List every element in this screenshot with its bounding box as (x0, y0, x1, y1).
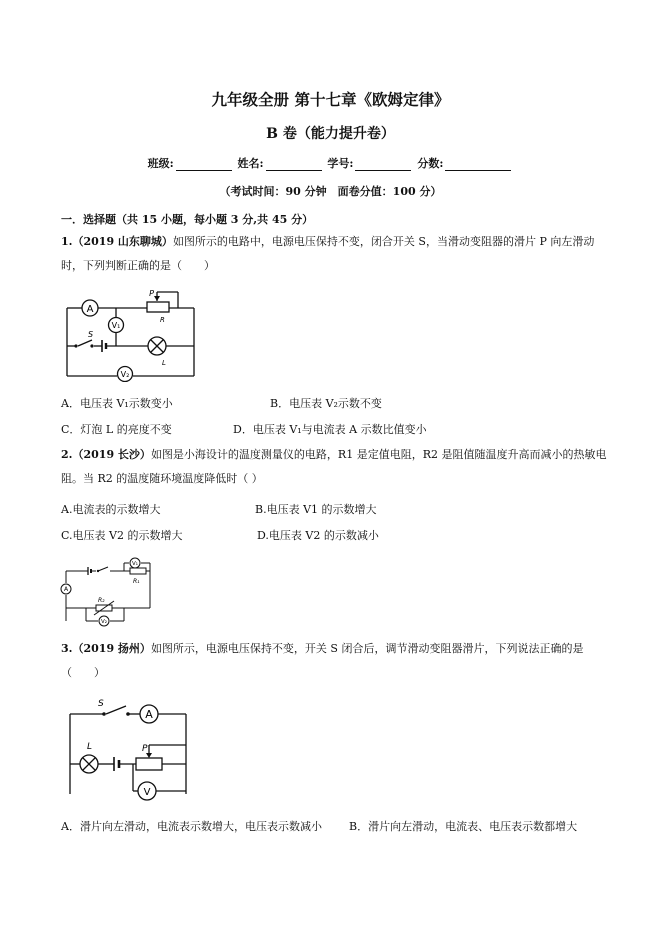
svg-text:L: L (162, 359, 166, 367)
svg-text:R₁: R₁ (133, 578, 140, 585)
svg-text:V₂: V₂ (120, 370, 130, 379)
q1-circuit-diagram (62, 286, 202, 382)
q1-option-a[interactable]: A．电压表 V₁示数变小 (61, 397, 173, 410)
q1-option-d[interactable]: D．电压表 V₁与电流表 A 示数比值变小 (233, 423, 427, 436)
q2-r1-icon (130, 568, 146, 574)
q3-source: （2019 扬州） (72, 642, 151, 655)
score-label: 分数: (417, 157, 444, 170)
q2-source: （2019 长沙） (72, 448, 151, 461)
name-blank[interactable] (266, 159, 322, 171)
q3-circuit-diagram (62, 696, 197, 806)
q1-source: （2019 山东聊城） (72, 235, 173, 248)
svg-text:R: R (160, 316, 165, 324)
q2-option-c[interactable]: C.电压表 V2 的示数增大 (61, 529, 183, 542)
svg-text:P: P (142, 744, 148, 754)
svg-text:P: P (149, 289, 154, 298)
class-blank[interactable] (176, 159, 232, 171)
class-label: 班级: (147, 157, 174, 170)
student-info (0, 155, 661, 171)
name-label: 姓名: (237, 157, 264, 170)
q1-option-c[interactable]: C．灯泡 L 的亮度不变 (61, 423, 172, 436)
page-subtitle: B 卷（能力提升卷） (266, 126, 395, 142)
svg-text:A: A (63, 586, 69, 593)
q2-option-d[interactable]: D.电压表 V2 的示数减小 (257, 529, 379, 542)
q3-number: 3. (61, 642, 73, 655)
exam-time-score: （考试时间：90 分钟 面卷分值：100 分） (219, 185, 442, 198)
id-label: 学号: (327, 157, 354, 170)
q3-rheostat-icon (136, 758, 162, 770)
svg-text:L: L (87, 742, 93, 752)
id-blank[interactable] (355, 159, 411, 171)
q1-rheostat-icon (147, 302, 169, 312)
q3-switch-icon (106, 706, 126, 714)
svg-text:V₂: V₂ (101, 619, 107, 625)
question-2 (61, 443, 607, 491)
question-1 (61, 230, 607, 278)
q2-option-b[interactable]: B.电压表 V1 的示数增大 (255, 503, 377, 516)
q2-circuit-diagram (58, 553, 158, 629)
q1-switch-icon (78, 340, 92, 346)
svg-text:S: S (88, 330, 94, 339)
svg-text:A: A (145, 708, 153, 721)
question-3 (61, 637, 607, 685)
q2-number: 2. (61, 448, 73, 461)
score-blank[interactable] (445, 159, 511, 171)
section-heading: 一．选择题（共 15 小题，每小题 3 分,共 45 分） (61, 213, 314, 226)
page-title: 九年级全册 第十七章《欧姆定律》 (211, 90, 450, 109)
q3-option-a[interactable]: A．滑片向左滑动，电流表示数增大，电压表示数减小 (61, 820, 322, 833)
q3-option-b[interactable]: B．滑片向左滑动，电流表、电压表示数都增大 (349, 820, 578, 833)
q1-number: 1. (61, 235, 73, 248)
q1-text: 如图所示的电路中，电源电压保持不变，闭合开关 S，当滑动变阻器的滑片 P 向左滑动时，下列判断正确的是（ ） (61, 235, 595, 272)
q2-text: 如图是小海设计的温度测量仪的电路，R1 是定值电阻，R2 是阻值随温度升高而减小的热敏电阻。当 R2 的温度随环境温度降低时（ ） (61, 448, 607, 485)
svg-text:A: A (86, 304, 94, 315)
q3-text: 如图所示，电源电压保持不变，开关 S 闭合后，调节滑动变阻器滑片，下列说法正确的是（ ） (61, 642, 584, 679)
svg-text:V: V (143, 787, 151, 798)
svg-text:V₁: V₁ (111, 321, 121, 330)
svg-text:V₁: V₁ (132, 561, 138, 567)
q2-switch-icon (98, 567, 108, 571)
svg-text:S: S (98, 699, 104, 709)
q2-option-a[interactable]: A.电流表的示数增大 (61, 503, 161, 516)
q1-option-b[interactable]: B．电压表 V₂示数不变 (270, 397, 382, 410)
svg-text:R₂: R₂ (98, 597, 105, 604)
